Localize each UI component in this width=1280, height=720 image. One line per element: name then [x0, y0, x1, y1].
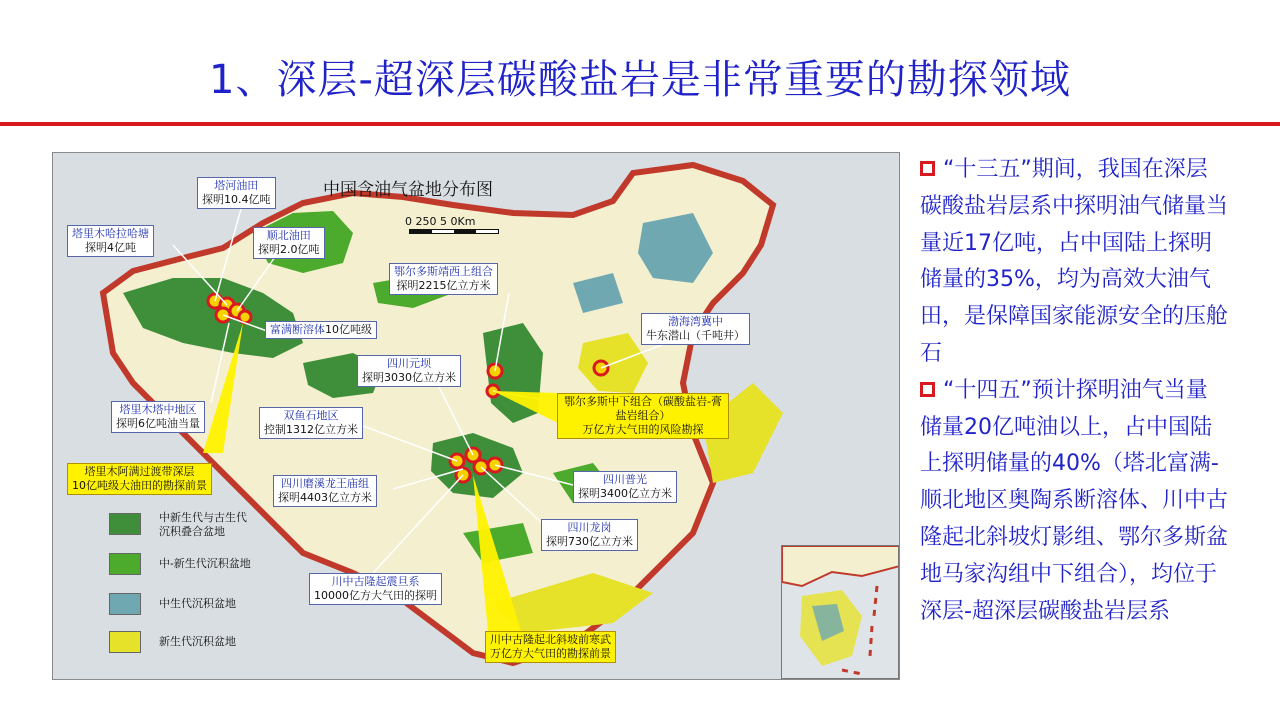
- legend-item: [109, 629, 329, 659]
- callout-detail: 10亿吨级大油田的勘探前景: [72, 479, 207, 492]
- callout-detail: 10亿吨级: [325, 323, 372, 336]
- callout-detail: 探明3030亿立方米: [362, 371, 456, 384]
- summary-text: [920, 152, 1228, 630]
- slide-title: 1、深层-超深层碳酸盐岩是非常重要的勘探领域: [209, 57, 1071, 103]
- callout-detail: 探明2.0亿吨: [258, 243, 320, 256]
- callout-hala: [67, 225, 154, 257]
- legend-swatch: [109, 513, 141, 535]
- basin-map: [52, 152, 900, 680]
- legend-label: 中-新生代沉积盆地: [159, 557, 251, 570]
- callout-aman: [67, 463, 212, 495]
- callout-ordos-mid: [557, 393, 729, 439]
- callout-taizhong: [111, 401, 205, 433]
- legend-label: 新生代沉积盆地: [159, 635, 236, 648]
- callout-bohai: [641, 313, 750, 345]
- callout-name: 塔里木哈拉哈塘: [72, 227, 149, 240]
- callout-name: 渤海湾冀中: [668, 315, 723, 328]
- callout-detail: 探明4亿吨: [85, 241, 136, 254]
- south-china-sea-inset: [781, 545, 899, 679]
- callout-name: 四川元坝: [387, 357, 431, 370]
- callout-name: 川中古隆起震旦系: [331, 575, 420, 588]
- callout-name: 四川普光: [603, 473, 647, 486]
- callout-puguang: [573, 471, 677, 503]
- callout-shunbei: [253, 227, 325, 259]
- legend-label: 中生代沉积盆地: [159, 597, 236, 610]
- callout-name: 鄂尔多斯靖西上组合: [394, 265, 493, 278]
- title-divider: [0, 122, 1280, 126]
- map-title: 中国含油气盆地分布图: [323, 180, 493, 200]
- callout-detail: 牛东潜山（千吨井）: [646, 329, 745, 342]
- callout-detail: 探明2215亿立方米: [396, 279, 491, 292]
- legend-item: [109, 591, 329, 621]
- callout-detail: 10000亿方大气田的探明: [314, 589, 437, 602]
- callout-detail: 探明3400亿立方米: [578, 487, 672, 500]
- callout-name: 鄂尔多斯中下组合（碳酸盐岩-膏盐岩组合）: [564, 395, 722, 422]
- callout-name: 四川龙岗: [567, 521, 612, 534]
- legend-label: 中新生代与古生代 沉积叠合盆地: [159, 511, 247, 538]
- callout-moxi: [273, 475, 377, 507]
- callout-name: 四川磨溪龙王庙组: [281, 477, 369, 490]
- square-bullet-icon: [920, 382, 935, 397]
- callout-name: 川中古隆起北斜坡前寒武: [490, 633, 611, 646]
- callout-detail: 万亿方大气田的风险勘探: [582, 423, 704, 436]
- inset-drawing: [782, 546, 899, 679]
- callout-name: 塔河油田: [214, 179, 259, 192]
- callout-hanwu: [485, 631, 616, 663]
- scale-label: 0 250 5 0Km: [405, 215, 476, 228]
- legend-item: [109, 551, 329, 581]
- callout-detail: 万亿方大气田的勘探前景: [490, 647, 611, 660]
- legend-item: [109, 511, 329, 541]
- callout-detail: 控制1312亿立方米: [264, 423, 358, 436]
- callout-jingxi: [389, 263, 498, 295]
- summary-point-1: “十三五”期间，我国在深层碳酸盐岩层系中探明油气储量当量近17亿吨，占中国陆上探明储量的35%，均为高效大油气田，是保障国家能源安全的压舱石: [920, 157, 1229, 366]
- callout-longgang: [541, 519, 638, 551]
- legend-swatch: [109, 631, 141, 653]
- callout-name: 顺北油田: [266, 229, 311, 242]
- callout-detail: 探明730亿立方米: [546, 535, 633, 548]
- scale-bar: [409, 229, 499, 234]
- callout-name: 富满断溶体: [270, 323, 325, 336]
- callout-detail: 探明6亿吨油当量: [116, 417, 200, 430]
- callout-shuangyushi: [259, 407, 363, 439]
- summary-point-2: “十四五”预计探明油气当量储量20亿吨油以上，占中国陆上探明储量的40%（塔北富满-顺北地区奥陶系断溶体、川中古隆起北斜坡灯影组、鄂尔多斯盆地马家沟组中下组合），均位于深层-超深层碳酸盐岩层系: [920, 377, 1229, 624]
- callout-name: 塔里木阿满过渡带深层: [84, 465, 195, 478]
- callout-name: 双鱼石地区: [283, 409, 339, 422]
- legend-swatch: [109, 593, 141, 615]
- legend-swatch: [109, 553, 141, 575]
- callout-detail: 探明4403亿立方米: [278, 491, 372, 504]
- callout-name: 塔里木塔中地区: [119, 403, 197, 416]
- callout-detail: 探明10.4亿吨: [202, 193, 271, 206]
- square-bullet-icon: [920, 161, 935, 176]
- callout-tahe: [197, 177, 276, 209]
- callout-fuman: [265, 321, 377, 339]
- callout-yuanba: [357, 355, 461, 387]
